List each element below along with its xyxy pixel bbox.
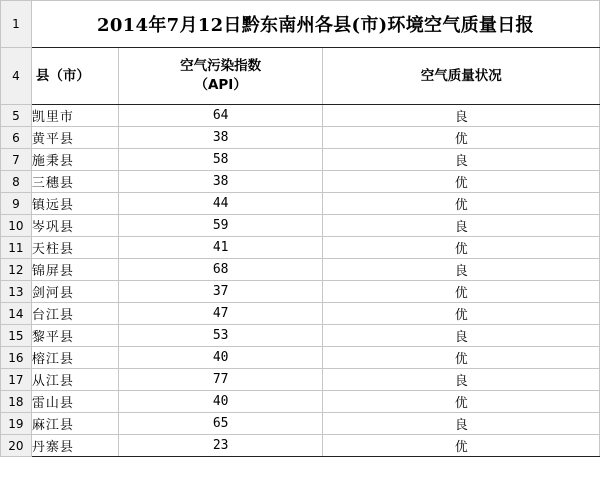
air-quality-cell[interactable]: 良 bbox=[323, 105, 600, 127]
table-row bbox=[1, 391, 600, 413]
table-row bbox=[1, 149, 600, 171]
api-value-cell[interactable]: 23 bbox=[118, 435, 323, 457]
row-header[interactable]: 5 bbox=[1, 105, 32, 127]
table-row bbox=[1, 193, 600, 215]
air-quality-cell[interactable]: 优 bbox=[323, 237, 600, 259]
air-quality-cell[interactable]: 优 bbox=[323, 171, 600, 193]
row-header[interactable]: 1 bbox=[1, 1, 32, 48]
county-name-cell[interactable]: 镇远县 bbox=[31, 193, 118, 215]
county-name-cell[interactable]: 剑河县 bbox=[31, 281, 118, 303]
data-rows bbox=[1, 105, 600, 457]
air-quality-cell[interactable]: 良 bbox=[323, 413, 600, 435]
api-value-cell[interactable]: 38 bbox=[118, 171, 323, 193]
air-quality-cell[interactable]: 良 bbox=[323, 369, 600, 391]
api-value-cell[interactable]: 64 bbox=[118, 105, 323, 127]
county-header-cell[interactable]: 县（市） bbox=[31, 48, 118, 105]
table-row bbox=[1, 435, 600, 457]
table-row bbox=[1, 105, 600, 127]
county-name-cell[interactable]: 雷山县 bbox=[31, 391, 118, 413]
api-value-cell[interactable]: 53 bbox=[118, 325, 323, 347]
row-header[interactable]: 16 bbox=[1, 347, 32, 369]
table-row bbox=[1, 215, 600, 237]
air-quality-cell[interactable]: 优 bbox=[323, 303, 600, 325]
table-row bbox=[1, 127, 600, 149]
header-row bbox=[1, 48, 600, 105]
row-header[interactable]: 10 bbox=[1, 215, 32, 237]
api-value-cell[interactable]: 38 bbox=[118, 127, 323, 149]
table-row bbox=[1, 281, 600, 303]
county-name-cell[interactable]: 榕江县 bbox=[31, 347, 118, 369]
api-header-line2: （API） bbox=[194, 77, 247, 93]
api-value-cell[interactable]: 58 bbox=[118, 149, 323, 171]
air-quality-cell[interactable]: 优 bbox=[323, 435, 600, 457]
air-quality-cell[interactable]: 优 bbox=[323, 193, 600, 215]
air-quality-cell[interactable]: 良 bbox=[323, 259, 600, 281]
row-header[interactable]: 15 bbox=[1, 325, 32, 347]
county-name-cell[interactable]: 麻江县 bbox=[31, 413, 118, 435]
county-name-cell[interactable]: 凯里市 bbox=[31, 105, 118, 127]
county-name-cell[interactable]: 锦屏县 bbox=[31, 259, 118, 281]
report-title-cell[interactable]: 2014年7月12日黔东南州各县(市)环境空气质量日报 bbox=[31, 1, 599, 48]
table-row bbox=[1, 259, 600, 281]
air-quality-cell[interactable]: 优 bbox=[323, 391, 600, 413]
row-header[interactable]: 14 bbox=[1, 303, 32, 325]
api-value-cell[interactable]: 44 bbox=[118, 193, 323, 215]
api-value-cell[interactable]: 59 bbox=[118, 215, 323, 237]
quality-header-cell[interactable]: 空气质量状况 bbox=[323, 48, 600, 105]
row-header[interactable]: 20 bbox=[1, 435, 32, 457]
county-name-cell[interactable]: 天柱县 bbox=[31, 237, 118, 259]
api-value-cell[interactable]: 65 bbox=[118, 413, 323, 435]
row-header[interactable]: 12 bbox=[1, 259, 32, 281]
title-row bbox=[1, 1, 600, 48]
row-header[interactable]: 11 bbox=[1, 237, 32, 259]
api-value-cell[interactable]: 40 bbox=[118, 347, 323, 369]
table-row bbox=[1, 237, 600, 259]
county-name-cell[interactable]: 丹寨县 bbox=[31, 435, 118, 457]
county-name-cell[interactable]: 从江县 bbox=[31, 369, 118, 391]
table-row bbox=[1, 413, 600, 435]
row-header[interactable]: 6 bbox=[1, 127, 32, 149]
row-header[interactable]: 18 bbox=[1, 391, 32, 413]
county-name-cell[interactable]: 施秉县 bbox=[31, 149, 118, 171]
api-header-line1: 空气污染指数 bbox=[180, 58, 262, 74]
county-name-cell[interactable]: 黎平县 bbox=[31, 325, 118, 347]
api-value-cell[interactable]: 40 bbox=[118, 391, 323, 413]
api-value-cell[interactable]: 37 bbox=[118, 281, 323, 303]
row-header[interactable]: 8 bbox=[1, 171, 32, 193]
air-quality-cell[interactable]: 优 bbox=[323, 127, 600, 149]
air-quality-cell[interactable]: 优 bbox=[323, 347, 600, 369]
api-header-cell[interactable] bbox=[118, 48, 323, 105]
air-quality-cell[interactable]: 优 bbox=[323, 281, 600, 303]
table-row bbox=[1, 369, 600, 391]
row-header[interactable]: 19 bbox=[1, 413, 32, 435]
table-row bbox=[1, 303, 600, 325]
table-row bbox=[1, 171, 600, 193]
air-quality-cell[interactable]: 良 bbox=[323, 149, 600, 171]
api-value-cell[interactable]: 68 bbox=[118, 259, 323, 281]
row-header[interactable]: 7 bbox=[1, 149, 32, 171]
county-name-cell[interactable]: 岑巩县 bbox=[31, 215, 118, 237]
county-name-cell[interactable]: 台江县 bbox=[31, 303, 118, 325]
air-quality-cell[interactable]: 良 bbox=[323, 325, 600, 347]
row-header[interactable]: 9 bbox=[1, 193, 32, 215]
api-value-cell[interactable]: 77 bbox=[118, 369, 323, 391]
row-header[interactable]: 13 bbox=[1, 281, 32, 303]
county-name-cell[interactable]: 黄平县 bbox=[31, 127, 118, 149]
table-row bbox=[1, 325, 600, 347]
table-row bbox=[1, 347, 600, 369]
county-name-cell[interactable]: 三穗县 bbox=[31, 171, 118, 193]
api-value-cell[interactable]: 47 bbox=[118, 303, 323, 325]
air-quality-cell[interactable]: 良 bbox=[323, 215, 600, 237]
row-header[interactable]: 17 bbox=[1, 369, 32, 391]
row-header[interactable]: 4 bbox=[1, 48, 32, 105]
api-value-cell[interactable]: 41 bbox=[118, 237, 323, 259]
